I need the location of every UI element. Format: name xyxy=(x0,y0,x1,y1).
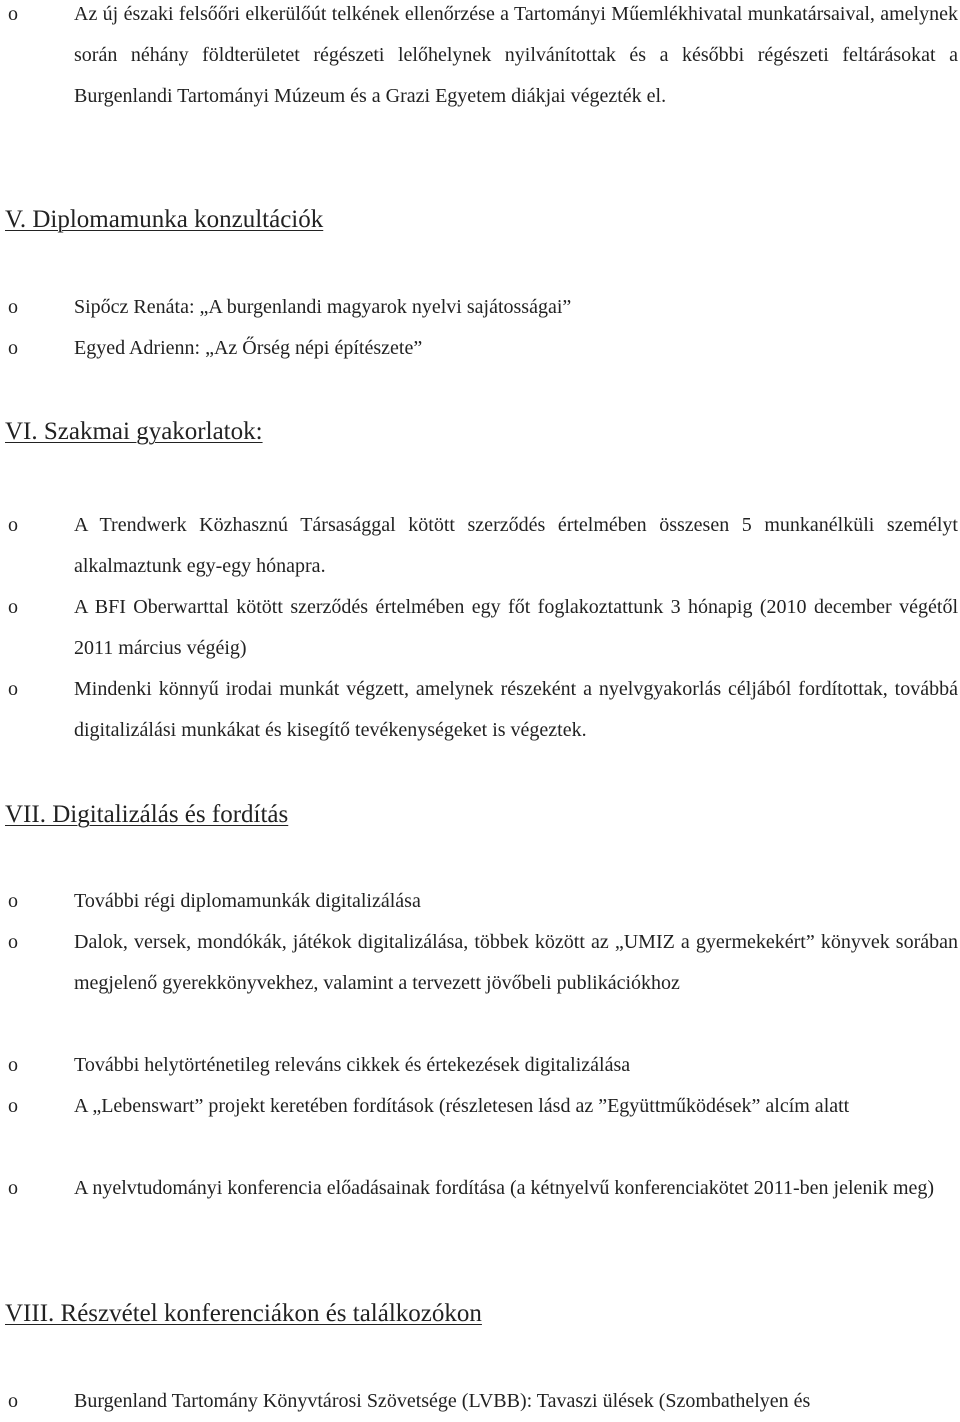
list-item-text: A BFI Oberwarttal kötött szerződés értelmében egy főt foglakoztattunk 3 hónapig (2010 december végétől 2011 március végéig) xyxy=(74,596,958,659)
bullet-marker: o xyxy=(8,890,18,912)
list-item xyxy=(0,505,960,587)
bullet-marker: o xyxy=(8,1095,18,1117)
section-heading-vii: VII. Digitalizálás és fordítás xyxy=(5,801,289,828)
list-item xyxy=(0,1086,960,1127)
bullet-marker: o xyxy=(8,596,18,618)
list-item xyxy=(0,669,960,751)
bullet-marker: o xyxy=(8,3,18,25)
bullet-marker: o xyxy=(8,514,18,536)
list-item-text: További régi diplomamunkák digitalizálása xyxy=(74,890,421,912)
list-item-text: A nyelvtudományi konferencia előadásainak fordítása (a kétnyelvű konferenciakötet 2011-ben jelenik meg) xyxy=(74,1177,935,1199)
list-item-text: További helytörténetileg releváns cikkek és értekezések digitalizálása xyxy=(74,1054,631,1076)
list-item xyxy=(0,1381,960,1422)
list-item xyxy=(0,328,960,369)
list-item-text: Az új északi felsőőri elkerülőút telkének ellenőrzése a Tartományi Műemlékhivatal munkatársaival, amelynek során néhány földterületet régészeti lelőhelynek nyilvánítottak és a későbbi régészeti feltárásokat a Burgenlandi Tartományi Múzeum és a Grazi Egyetem diákjai végezték el. xyxy=(74,3,958,107)
bullet-marker: o xyxy=(8,337,18,359)
bullet-marker: o xyxy=(8,296,18,318)
list-item-text: A Trendwerk Közhasznú Társasággal kötött szerződés értelmében összesen 5 munkanélküli személyt alkalmaztunk egy-egy hónapra. xyxy=(74,514,958,577)
bullet-marker: o xyxy=(8,931,18,953)
section-heading-v: V. Diplomamunka konzultációk xyxy=(5,206,324,233)
section-heading-viii: VIII. Részvétel konferenciákon és találkozókon xyxy=(5,1300,482,1327)
list-item xyxy=(0,0,960,117)
list-item-text: Dalok, versek, mondókák, játékok digitalizálása, többek között az „UMIZ a gyermekekért” könyvek sorában megjelenő gyerekkönyvekhez, valamint a tervezett jövőbeli publikációkhoz xyxy=(74,931,958,994)
list-item xyxy=(0,922,960,1004)
bullet-marker: o xyxy=(8,1177,18,1199)
list-item xyxy=(0,1168,960,1209)
list-item xyxy=(0,587,960,669)
list-item xyxy=(0,1045,960,1086)
list-item-text: Sipőcz Renáta: „A burgenlandi magyarok nyelvi sajátosságai” xyxy=(74,296,572,318)
list-item xyxy=(0,881,960,922)
bullet-marker: o xyxy=(8,1390,18,1412)
list-item xyxy=(0,287,960,328)
list-item-text: A „Lebenswart” projekt keretében fordítások (részletesen lásd az ”Együttműködések” alcím alatt xyxy=(74,1095,850,1117)
list-item-text: Mindenki könnyű irodai munkát végzett, amelynek részeként a nyelvgyakorlás céljából fordítottak, továbbá digitalizálási munkákat és kisegítő tevékenységeket is végeztek. xyxy=(74,678,958,741)
bullet-marker: o xyxy=(8,1054,18,1076)
section-heading-vi: VI. Szakmai gyakorlatok: xyxy=(5,418,263,445)
list-item-text: Burgenland Tartomány Könyvtárosi Szövetsége (LVBB): Tavaszi ülések (Szombathelyen és xyxy=(74,1390,811,1412)
list-item-text: Egyed Adrienn: „Az Őrség népi építészete” xyxy=(74,337,423,359)
bullet-marker: o xyxy=(8,678,18,700)
